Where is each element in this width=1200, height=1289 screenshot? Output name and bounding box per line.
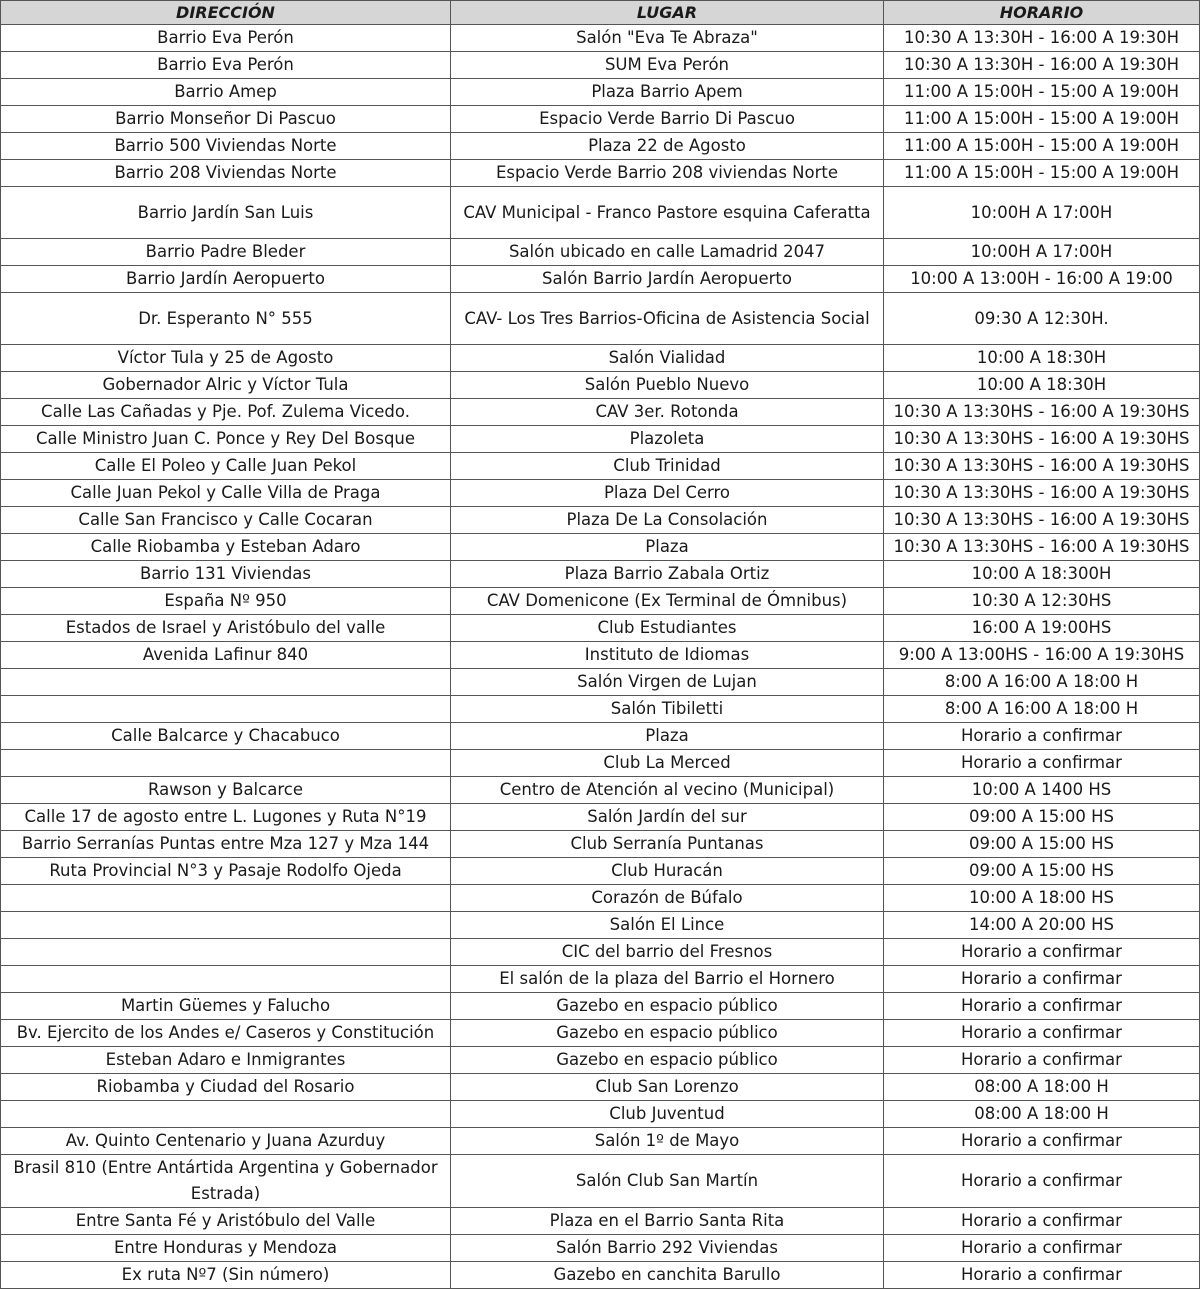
- cell-lugar: Gazebo en espacio público: [451, 1047, 884, 1074]
- cell-direccion: Barrio Padre Bleder: [1, 239, 451, 266]
- table-row: [1, 723, 1200, 750]
- cell-horario: 08:00 A 18:00 H: [884, 1074, 1200, 1101]
- table-row: [1, 966, 1200, 993]
- cell-direccion: España Nº 950: [1, 588, 451, 615]
- cell-direccion: Entre Honduras y Mendoza: [1, 1235, 451, 1262]
- cell-horario: 11:00 A 15:00H - 15:00 A 19:00H: [884, 106, 1200, 133]
- cell-horario: 09:30 A 12:30H.: [884, 293, 1200, 345]
- table-row: [1, 345, 1200, 372]
- cell-horario: 11:00 A 15:00H - 15:00 A 19:00H: [884, 133, 1200, 160]
- table-row: [1, 642, 1200, 669]
- cell-horario: 10:30 A 13:30H - 16:00 A 19:30H: [884, 25, 1200, 52]
- cell-horario: Horario a confirmar: [884, 966, 1200, 993]
- cell-direccion: [1, 750, 451, 777]
- cell-horario: 10:30 A 13:30HS - 16:00 A 19:30HS: [884, 399, 1200, 426]
- cell-lugar: Instituto de Idiomas: [451, 642, 884, 669]
- table-row: [1, 480, 1200, 507]
- cell-lugar: Salón Vialidad: [451, 345, 884, 372]
- cell-lugar: CAV Domenicone (Ex Terminal de Ómnibus): [451, 588, 884, 615]
- cell-lugar: Plaza 22 de Agosto: [451, 133, 884, 160]
- cell-horario: 10:30 A 13:30HS - 16:00 A 19:30HS: [884, 480, 1200, 507]
- table-row: [1, 1020, 1200, 1047]
- cell-direccion: Barrio Jardín San Luis: [1, 187, 451, 239]
- table-row: [1, 669, 1200, 696]
- table-row: [1, 239, 1200, 266]
- cell-lugar: Plazoleta: [451, 426, 884, 453]
- cell-horario: 10:00H A 17:00H: [884, 187, 1200, 239]
- table-row: [1, 696, 1200, 723]
- cell-direccion: Calle Riobamba y Esteban Adaro: [1, 534, 451, 561]
- cell-direccion: Calle Balcarce y Chacabuco: [1, 723, 451, 750]
- cell-lugar: Corazón de Búfalo: [451, 885, 884, 912]
- table-row: [1, 1128, 1200, 1155]
- cell-lugar: Club Estudiantes: [451, 615, 884, 642]
- cell-lugar: Espacio Verde Barrio Di Pascuo: [451, 106, 884, 133]
- cell-lugar: Plaza De La Consolación: [451, 507, 884, 534]
- cell-horario: 11:00 A 15:00H - 15:00 A 19:00H: [884, 79, 1200, 106]
- cell-horario: 08:00 A 18:00 H: [884, 1101, 1200, 1128]
- cell-direccion: Barrio 208 Viviendas Norte: [1, 160, 451, 187]
- table-row: [1, 399, 1200, 426]
- table-row: [1, 750, 1200, 777]
- cell-horario: Horario a confirmar: [884, 1262, 1200, 1289]
- table-row: [1, 993, 1200, 1020]
- table-row: [1, 25, 1200, 52]
- cell-horario: 10:30 A 13:30HS - 16:00 A 19:30HS: [884, 534, 1200, 561]
- table-row: [1, 1074, 1200, 1101]
- cell-lugar: Club San Lorenzo: [451, 1074, 884, 1101]
- table-row: [1, 1235, 1200, 1262]
- cell-lugar: Plaza en el Barrio Santa Rita: [451, 1208, 884, 1235]
- cell-lugar: Gazebo en espacio público: [451, 993, 884, 1020]
- cell-horario: 09:00 A 15:00 HS: [884, 831, 1200, 858]
- cell-horario: 9:00 A 13:00HS - 16:00 A 19:30HS: [884, 642, 1200, 669]
- cell-direccion: [1, 885, 451, 912]
- cell-horario: 8:00 A 16:00 A 18:00 H: [884, 669, 1200, 696]
- cell-direccion: Entre Santa Fé y Aristóbulo del Valle: [1, 1208, 451, 1235]
- cell-direccion: Martin Güemes y Falucho: [1, 993, 451, 1020]
- cell-direccion: Calle Ministro Juan C. Ponce y Rey Del Bosque: [1, 426, 451, 453]
- table-row: [1, 507, 1200, 534]
- table-row: [1, 266, 1200, 293]
- cell-lugar: CAV- Los Tres Barrios-Oficina de Asistencia Social: [451, 293, 884, 345]
- cell-horario: 10:30 A 13:30H - 16:00 A 19:30H: [884, 52, 1200, 79]
- cell-horario: 10:00 A 18:300H: [884, 561, 1200, 588]
- table-row: [1, 1208, 1200, 1235]
- cell-horario: 10:30 A 12:30HS: [884, 588, 1200, 615]
- header-row: [1, 1, 1200, 25]
- cell-lugar: Gazebo en espacio público: [451, 1020, 884, 1047]
- cell-lugar: Salón Pueblo Nuevo: [451, 372, 884, 399]
- table-row: [1, 372, 1200, 399]
- cell-direccion: Gobernador Alric y Víctor Tula: [1, 372, 451, 399]
- cell-horario: 10:00H A 17:00H: [884, 239, 1200, 266]
- table-row: [1, 293, 1200, 345]
- cell-lugar: Plaza Del Cerro: [451, 480, 884, 507]
- cell-direccion: Riobamba y Ciudad del Rosario: [1, 1074, 451, 1101]
- cell-direccion: Avenida Lafinur 840: [1, 642, 451, 669]
- cell-direccion: Estados de Israel y Aristóbulo del valle: [1, 615, 451, 642]
- cell-lugar: Salón Club San Martín: [451, 1155, 884, 1208]
- cell-direccion: Calle El Poleo y Calle Juan Pekol: [1, 453, 451, 480]
- cell-direccion: [1, 1101, 451, 1128]
- cell-lugar: Centro de Atención al vecino (Municipal): [451, 777, 884, 804]
- cell-direccion: Calle 17 de agosto entre L. Lugones y Ruta N°19: [1, 804, 451, 831]
- cell-lugar: Club Serranía Puntanas: [451, 831, 884, 858]
- cell-horario: Horario a confirmar: [884, 1020, 1200, 1047]
- table-row: [1, 1262, 1200, 1289]
- cell-direccion: Esteban Adaro e Inmigrantes: [1, 1047, 451, 1074]
- cell-direccion: Víctor Tula y 25 de Agosto: [1, 345, 451, 372]
- cell-lugar: Salón Barrio Jardín Aeropuerto: [451, 266, 884, 293]
- cell-direccion: Barrio Eva Perón: [1, 25, 451, 52]
- cell-direccion: [1, 912, 451, 939]
- table-row: [1, 426, 1200, 453]
- table-row: [1, 939, 1200, 966]
- cell-horario: 10:00 A 1400 HS: [884, 777, 1200, 804]
- table-row: [1, 106, 1200, 133]
- cell-direccion: Barrio Monseñor Di Pascuo: [1, 106, 451, 133]
- cell-horario: 10:00 A 18:30H: [884, 345, 1200, 372]
- cell-lugar: Espacio Verde Barrio 208 viviendas Norte: [451, 160, 884, 187]
- cell-horario: 09:00 A 15:00 HS: [884, 858, 1200, 885]
- cell-direccion: Barrio Serranías Puntas entre Mza 127 y Mza 144: [1, 831, 451, 858]
- cell-horario: 10:00 A 13:00H - 16:00 A 19:00: [884, 266, 1200, 293]
- cell-direccion: Barrio Amep: [1, 79, 451, 106]
- cell-horario: Horario a confirmar: [884, 750, 1200, 777]
- cell-horario: Horario a confirmar: [884, 1155, 1200, 1208]
- table-row: [1, 561, 1200, 588]
- table-row: [1, 453, 1200, 480]
- cell-horario: Horario a confirmar: [884, 1208, 1200, 1235]
- cell-direccion: Calle Las Cañadas y Pje. Pof. Zulema Vicedo.: [1, 399, 451, 426]
- cell-direccion: [1, 696, 451, 723]
- table-row: [1, 79, 1200, 106]
- cell-horario: 8:00 A 16:00 A 18:00 H: [884, 696, 1200, 723]
- cell-horario: Horario a confirmar: [884, 1047, 1200, 1074]
- cell-horario: 10:30 A 13:30HS - 16:00 A 19:30HS: [884, 426, 1200, 453]
- cell-lugar: Salón El Lince: [451, 912, 884, 939]
- cell-direccion: Barrio Jardín Aeropuerto: [1, 266, 451, 293]
- cell-direccion: [1, 669, 451, 696]
- cell-lugar: Plaza: [451, 534, 884, 561]
- cell-direccion: Rawson y Balcarce: [1, 777, 451, 804]
- table-row: [1, 534, 1200, 561]
- table-row: [1, 912, 1200, 939]
- table-row: [1, 187, 1200, 239]
- table-row: [1, 1047, 1200, 1074]
- cell-lugar: Gazebo en canchita Barullo: [451, 1262, 884, 1289]
- table-row: [1, 1155, 1200, 1208]
- cell-horario: Horario a confirmar: [884, 993, 1200, 1020]
- cell-direccion: Brasil 810 (Entre Antártida Argentina y Gobernador Estrada): [1, 1155, 451, 1208]
- cell-lugar: Plaza Barrio Apem: [451, 79, 884, 106]
- header-lugar: LUGAR: [451, 1, 884, 25]
- cell-horario: Horario a confirmar: [884, 939, 1200, 966]
- header-horario: HORARIO: [884, 1, 1200, 25]
- cell-lugar: Plaza Barrio Zabala Ortiz: [451, 561, 884, 588]
- table-row: [1, 52, 1200, 79]
- table-row: [1, 777, 1200, 804]
- cell-lugar: El salón de la plaza del Barrio el Hornero: [451, 966, 884, 993]
- table-body: [1, 25, 1200, 1289]
- cell-lugar: Salón "Eva Te Abraza": [451, 25, 884, 52]
- cell-direccion: [1, 966, 451, 993]
- cell-horario: Horario a confirmar: [884, 723, 1200, 750]
- cell-direccion: Barrio 131 Viviendas: [1, 561, 451, 588]
- cell-horario: Horario a confirmar: [884, 1128, 1200, 1155]
- cell-lugar: CAV Municipal - Franco Pastore esquina Caferatta: [451, 187, 884, 239]
- table-row: [1, 885, 1200, 912]
- cell-horario: 14:00 A 20:00 HS: [884, 912, 1200, 939]
- cell-horario: 10:00 A 18:00 HS: [884, 885, 1200, 912]
- cell-lugar: Salón Virgen de Lujan: [451, 669, 884, 696]
- table-row: [1, 160, 1200, 187]
- cell-lugar: Salón 1º de Mayo: [451, 1128, 884, 1155]
- cell-direccion: Calle San Francisco y Calle Cocaran: [1, 507, 451, 534]
- cell-direccion: Calle Juan Pekol y Calle Villa de Praga: [1, 480, 451, 507]
- header-direccion: DIRECCIÓN: [1, 1, 451, 25]
- cell-direccion: Ruta Provincial N°3 y Pasaje Rodolfo Ojeda: [1, 858, 451, 885]
- table-row: [1, 133, 1200, 160]
- cell-horario: 16:00 A 19:00HS: [884, 615, 1200, 642]
- cell-lugar: CAV 3er. Rotonda: [451, 399, 884, 426]
- table-row: [1, 588, 1200, 615]
- cell-horario: 11:00 A 15:00H - 15:00 A 19:00H: [884, 160, 1200, 187]
- cell-horario: 10:30 A 13:30HS - 16:00 A 19:30HS: [884, 453, 1200, 480]
- cell-direccion: Av. Quinto Centenario y Juana Azurduy: [1, 1128, 451, 1155]
- table-row: [1, 831, 1200, 858]
- cell-horario: 09:00 A 15:00 HS: [884, 804, 1200, 831]
- cell-direccion: Ex ruta Nº7 (Sin número): [1, 1262, 451, 1289]
- cell-lugar: Salón ubicado en calle Lamadrid 2047: [451, 239, 884, 266]
- table-row: [1, 615, 1200, 642]
- cell-lugar: Plaza: [451, 723, 884, 750]
- cell-horario: 10:00 A 18:30H: [884, 372, 1200, 399]
- cell-direccion: [1, 939, 451, 966]
- cell-direccion: Bv. Ejercito de los Andes e/ Caseros y Constitución: [1, 1020, 451, 1047]
- cell-horario: Horario a confirmar: [884, 1235, 1200, 1262]
- cell-direccion: Dr. Esperanto N° 555: [1, 293, 451, 345]
- cell-lugar: SUM Eva Perón: [451, 52, 884, 79]
- cell-lugar: CIC del barrio del Fresnos: [451, 939, 884, 966]
- cell-lugar: Salón Tibiletti: [451, 696, 884, 723]
- cell-direccion: Barrio Eva Perón: [1, 52, 451, 79]
- cell-horario: 10:30 A 13:30HS - 16:00 A 19:30HS: [884, 507, 1200, 534]
- cell-lugar: Salón Barrio 292 Viviendas: [451, 1235, 884, 1262]
- cell-lugar: Club Juventud: [451, 1101, 884, 1128]
- table-row: [1, 858, 1200, 885]
- cell-direccion: Barrio 500 Viviendas Norte: [1, 133, 451, 160]
- table-row: [1, 804, 1200, 831]
- cell-lugar: Club Huracán: [451, 858, 884, 885]
- cell-lugar: Club La Merced: [451, 750, 884, 777]
- cell-lugar: Club Trinidad: [451, 453, 884, 480]
- table-row: [1, 1101, 1200, 1128]
- cell-lugar: Salón Jardín del sur: [451, 804, 884, 831]
